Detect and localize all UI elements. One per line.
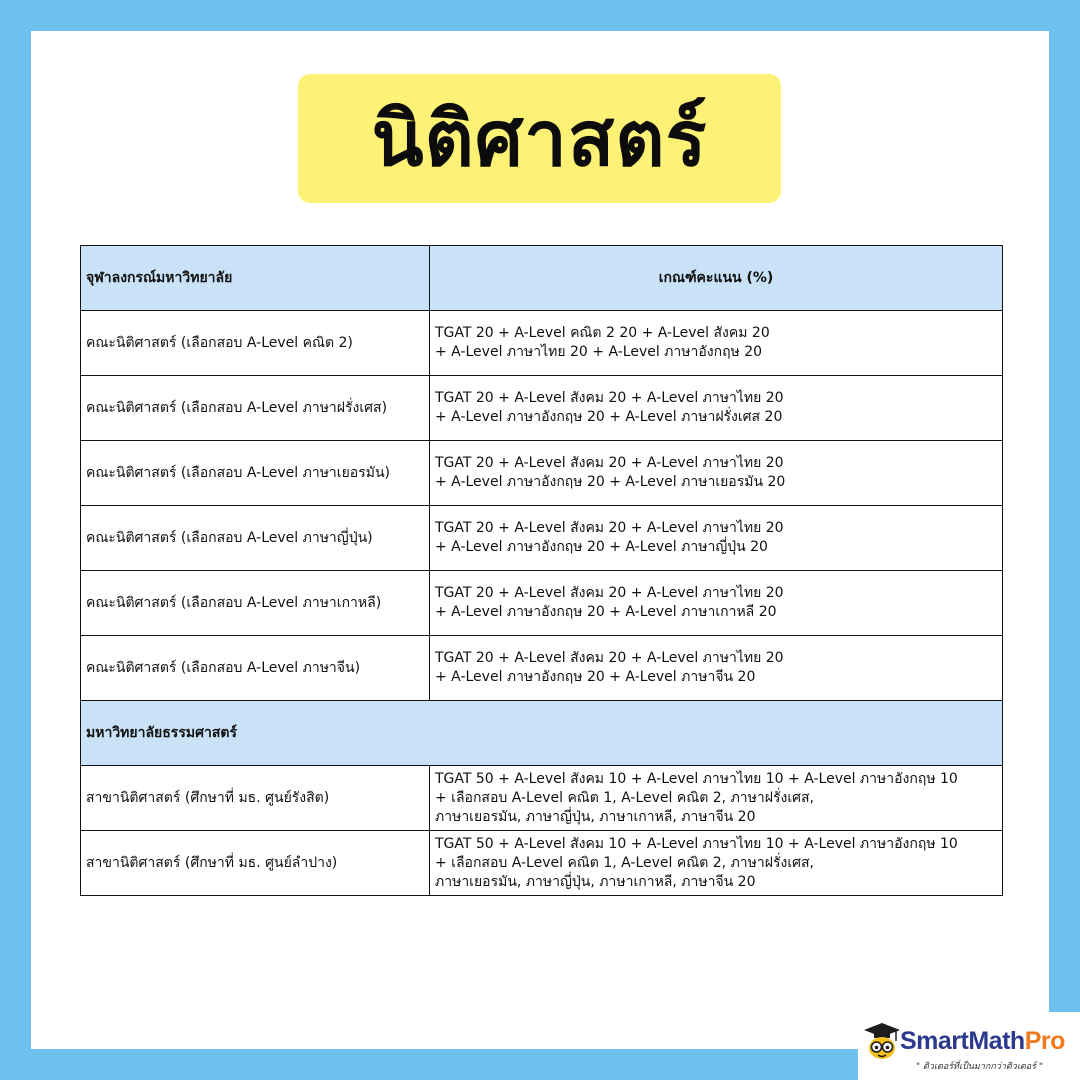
criteria-line: TGAT 50 + A-Level สังคม 10 + A-Level ภาษาไทย 10 + A-Level ภาษาอังกฤษ 10 bbox=[435, 770, 958, 787]
criteria-line: TGAT 20 + A-Level สังคม 20 + A-Level ภาษาไทย 20 bbox=[435, 455, 784, 471]
program-name: คณะนิติศาสตร์ (เลือกสอบ A-Level ภาษาเกาหลี) bbox=[81, 571, 430, 636]
header-criteria: เกณฑ์คะแนน (%) bbox=[430, 246, 1003, 311]
criteria-line: TGAT 50 + A-Level สังคม 10 + A-Level ภาษาไทย 10 + A-Level ภาษาอังกฤษ 10 bbox=[435, 835, 958, 852]
criteria-line: TGAT 20 + A-Level สังคม 20 + A-Level ภาษาไทย 20 bbox=[435, 585, 784, 601]
program-name: คณะนิติศาสตร์ (เลือกสอบ A-Level คณิต 2) bbox=[81, 311, 430, 376]
criteria-line: ภาษาเยอรมัน, ภาษาญี่ปุ่น, ภาษาเกาหลี, ภาษาจีน 20 bbox=[435, 808, 756, 825]
program-name: คณะนิติศาสตร์ (เลือกสอบ A-Level ภาษาจีน) bbox=[81, 636, 430, 701]
table-row bbox=[81, 636, 1003, 701]
logo-tagline: " ติวเตอร์ที่เป็นมากกว่าติวเตอร์ " bbox=[916, 1062, 1043, 1072]
table-row bbox=[81, 311, 1003, 376]
criteria-line: TGAT 20 + A-Level คณิต 2 20 + A-Level สังคม 20 bbox=[435, 325, 770, 341]
program-name: สาขานิติศาสตร์ (ศึกษาที่ มธ. ศูนย์ลำปาง) bbox=[81, 831, 430, 896]
score-criteria bbox=[430, 831, 1003, 896]
criteria-line: + A-Level ภาษาอังกฤษ 20 + A-Level ภาษาเยอรมัน 20 bbox=[435, 474, 786, 490]
score-criteria bbox=[430, 441, 1003, 506]
criteria-line: + A-Level ภาษาไทย 20 + A-Level ภาษาอังกฤษ 20 bbox=[435, 344, 763, 360]
graduate-owl-icon bbox=[863, 1021, 901, 1061]
criteria-table bbox=[80, 245, 1003, 896]
table-row bbox=[81, 571, 1003, 636]
score-criteria bbox=[430, 766, 1003, 831]
score-criteria bbox=[430, 571, 1003, 636]
program-name: คณะนิติศาสตร์ (เลือกสอบ A-Level ภาษาฝรั่งเศส) bbox=[81, 376, 430, 441]
criteria-line: TGAT 20 + A-Level สังคม 20 + A-Level ภาษาไทย 20 bbox=[435, 520, 784, 536]
program-name: คณะนิติศาสตร์ (เลือกสอบ A-Level ภาษาเยอรมัน) bbox=[81, 441, 430, 506]
program-name: สาขานิติศาสตร์ (ศึกษาที่ มธ. ศูนย์รังสิต) bbox=[81, 766, 430, 831]
criteria-line: + A-Level ภาษาอังกฤษ 20 + A-Level ภาษาเกาหลี 20 bbox=[435, 604, 777, 620]
criteria-line: TGAT 20 + A-Level สังคม 20 + A-Level ภาษาไทย 20 bbox=[435, 390, 784, 406]
score-criteria bbox=[430, 506, 1003, 571]
criteria-line: + เลือกสอบ A-Level คณิต 1, A-Level คณิต 2, ภาษาฝรั่งเศส, bbox=[435, 854, 814, 871]
content-card bbox=[31, 31, 1049, 1049]
brand-logo bbox=[858, 1012, 1080, 1080]
page-title: นิติศาสตร์ bbox=[371, 93, 708, 183]
score-criteria bbox=[430, 311, 1003, 376]
criteria-line: + เลือกสอบ A-Level คณิต 1, A-Level คณิต 2, ภาษาฝรั่งเศส, bbox=[435, 789, 814, 806]
score-criteria bbox=[430, 376, 1003, 441]
program-name: คณะนิติศาสตร์ (เลือกสอบ A-Level ภาษาญี่ปุ่น) bbox=[81, 506, 430, 571]
title-banner bbox=[298, 74, 781, 203]
criteria-line: ภาษาเยอรมัน, ภาษาญี่ปุ่น, ภาษาเกาหลี, ภาษาจีน 20 bbox=[435, 873, 756, 890]
score-criteria bbox=[430, 636, 1003, 701]
section-row bbox=[81, 701, 1003, 766]
criteria-line: + A-Level ภาษาอังกฤษ 20 + A-Level ภาษาฝรั่งเศส 20 bbox=[435, 409, 783, 425]
table-row bbox=[81, 831, 1003, 896]
criteria-line: + A-Level ภาษาอังกฤษ 20 + A-Level ภาษาจีน 20 bbox=[435, 669, 756, 685]
section-title: มหาวิทยาลัยธรรมศาสตร์ bbox=[81, 701, 1003, 766]
table-row bbox=[81, 506, 1003, 571]
criteria-line: TGAT 20 + A-Level สังคม 20 + A-Level ภาษาไทย 20 bbox=[435, 650, 784, 666]
logo-wordmark: SmartMathPro bbox=[900, 1027, 1065, 1055]
table-header-row bbox=[81, 246, 1003, 311]
criteria-line: + A-Level ภาษาอังกฤษ 20 + A-Level ภาษาญี่ปุ่น 20 bbox=[435, 539, 768, 555]
header-university: จุฬาลงกรณ์มหาวิทยาลัย bbox=[81, 246, 430, 311]
table-row bbox=[81, 376, 1003, 441]
table-row bbox=[81, 766, 1003, 831]
table-row bbox=[81, 441, 1003, 506]
